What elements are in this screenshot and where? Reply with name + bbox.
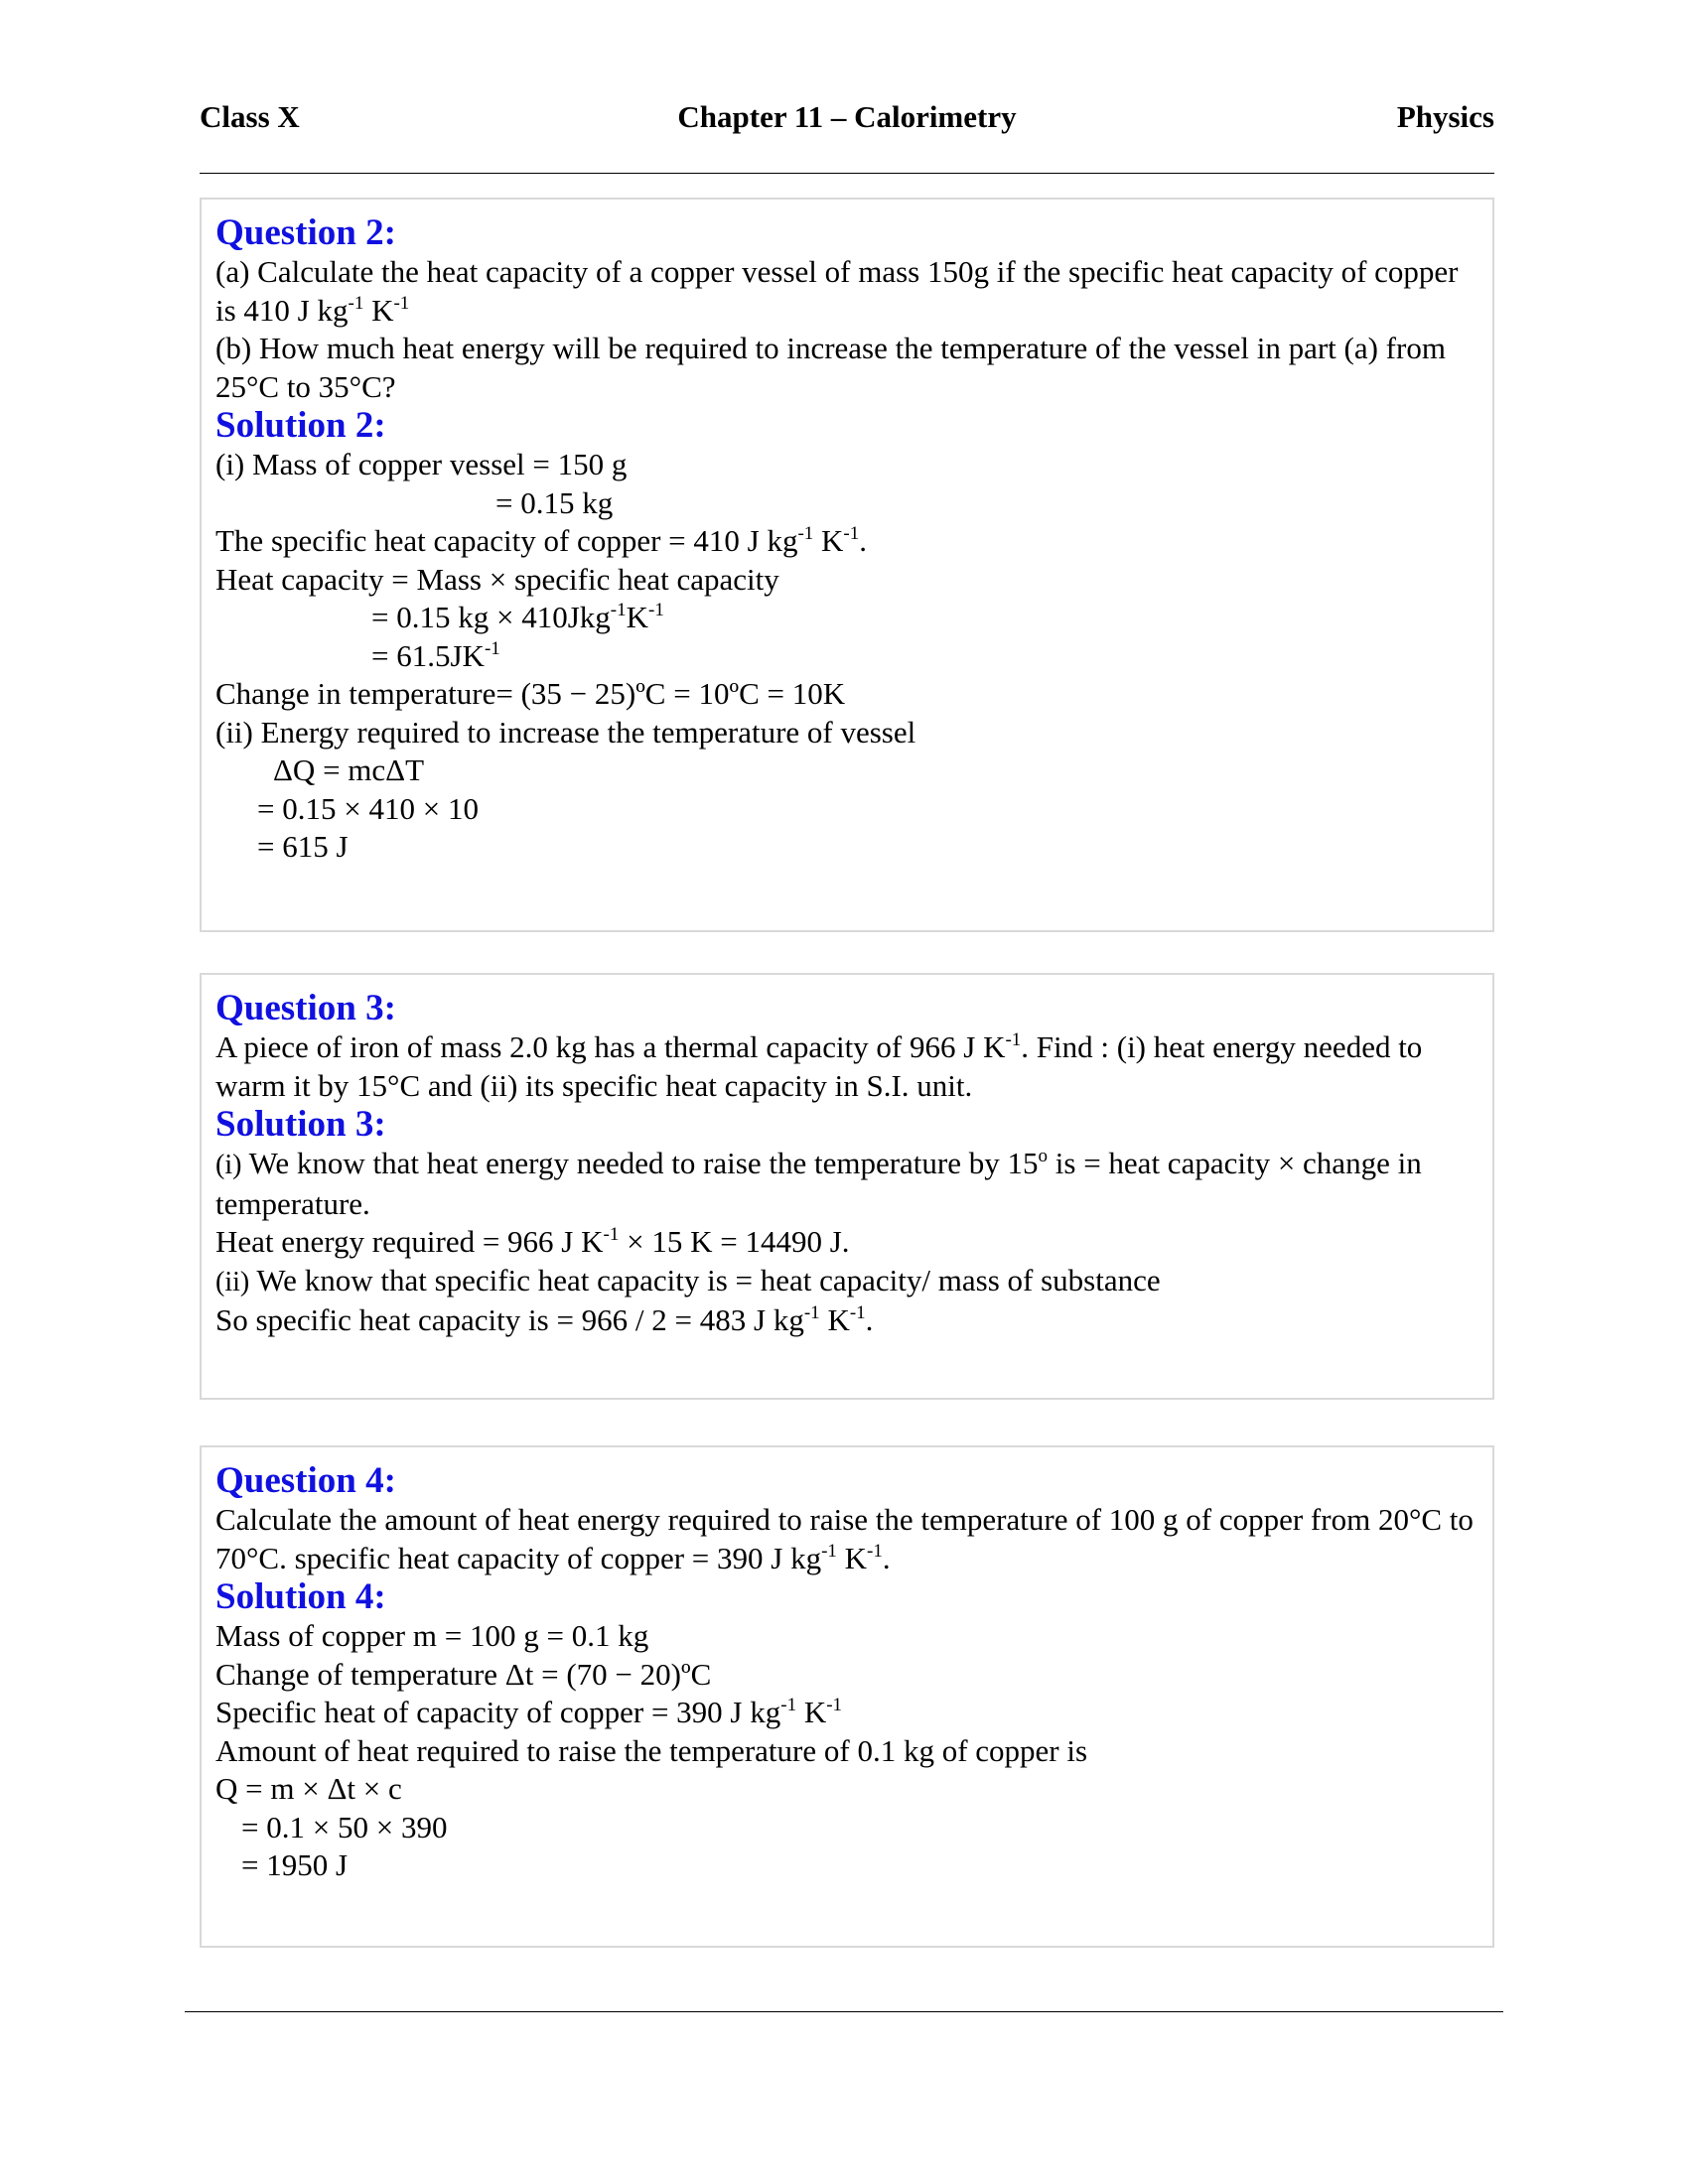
solution-4-line: = 0.1 × 50 × 390 [241,1809,448,1844]
solution-4-line: Mass of copper m = 100 g = 0.1 kg [215,1618,649,1653]
solution-2-line: = 0.15 kg [495,484,614,520]
footer-divider [185,2011,1503,2012]
solution-3-title: Solution 3: [215,1104,386,1145]
question-3-title: Question 3: [215,988,396,1028]
solution-2-line: The specific heat capacity of copper = 410 J $kg^{-1}$ $K^{-1}$. [215,523,867,558]
question-4-box [200,1445,1494,1948]
question-2-part-a: (a) Calculate the heat capacity of a copper vessel of mass 150g if the specific heat capacity of copper is 410 J $kg^{-1}$ $K^{-1}$ [215,254,1459,328]
solution-2-line: = 0.15 × 410 × 10 [257,790,479,826]
header-divider [200,173,1494,174]
solution-2-line: = 615 J [257,829,349,864]
solution-3-line: (i) We know that heat energy needed to raise the temperature by 15$^o$ is = heat capacity × change in temperature. [215,1146,1422,1221]
solution-3-line: Heat energy required = 966 J $K^{-1} \times 15$ K = 14490 J. [215,1224,850,1259]
solution-4-line: Amount of heat required to raise the temperature of 0.1 kg of copper is [215,1732,1088,1768]
question-2-title: Question 2: [215,212,396,253]
solution-2-line: (ii) Energy required to increase the temperature of vessel [215,714,916,750]
solution-2-line: = $61.5JK^{-1}$ [371,637,500,673]
header-chapter: Chapter 11 – Calorimetry [677,99,1017,134]
solution-2-title: Solution 2: [215,405,386,446]
question-3-text: A piece of iron of mass 2.0 kg has a thermal capacity of 966 J $K^{-1}$. Find : (i) heat energy needed to warm it by 15°C and (ii) its specific heat capacity in S.I. unit. [215,1029,1423,1103]
solution-2-line: ΔQ = mcΔT [273,752,425,787]
solution-2-line: Change in temperature= (35 − 25)ºC = 10ºC = 10K [215,676,846,711]
solution-4-line: = 1950 J [241,1847,349,1882]
solution-4-line: Change of temperature Δt = (70 − 20)ºC [215,1656,712,1692]
solution-4-line: Specific heat of capacity of copper = 390 J $kg^{-1}$ $K^{-1}$ [215,1695,843,1729]
solution-3-line: (ii) We know that specific heat capacity is = heat capacity/ mass of substance [215,1262,1161,1297]
solution-4-title: Solution 4: [215,1576,386,1617]
question-2-part-b: (b) How much heat energy will be required to increase the temperature of the vessel in part (a) from 25°C to 35°C? [215,331,1446,404]
page-header [200,99,1494,149]
solution-2-line: = 0.15 kg × $410Jkg^{-1}K^{-1}$ [371,600,664,634]
question-4-title: Question 4: [215,1460,396,1501]
solution-2-line: Heat capacity = Mass × specific heat capacity [215,561,779,597]
question-3-box [200,973,1494,1400]
header-subject: Physics [1396,99,1494,134]
solution-3-line: So specific heat capacity is = 966 / 2 = 483 J $kg^{-1}$ $K^{-1}$. [215,1302,874,1337]
question-2-box [200,198,1494,932]
solution-2-line: (i) Mass of copper vessel = 150 g [215,447,628,481]
question-4-text: Calculate the amount of heat energy required to raise the temperature of 100 g of copper from 20°C to 70°C. specific heat capacity of copper = 390 J $kg^{-1}$ $K^{-1}$. [215,1502,1474,1575]
solution-4-line: Q = m × Δt × c [215,1771,402,1806]
header-class: Class X [200,99,300,134]
